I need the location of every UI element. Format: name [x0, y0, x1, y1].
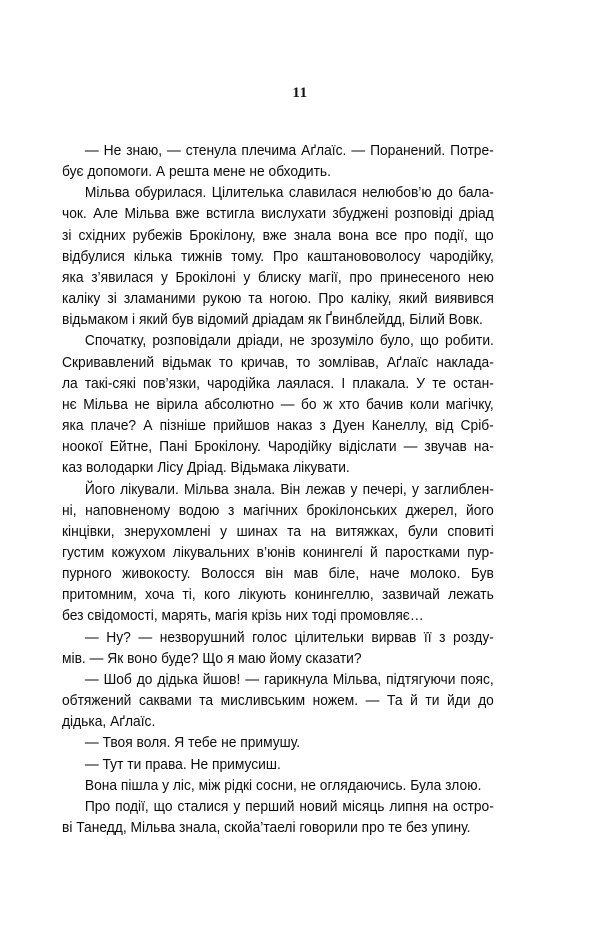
word: не [134, 395, 150, 413]
word: вирвав [371, 628, 417, 646]
word: незворушний [159, 628, 245, 646]
word: сталися [177, 797, 229, 815]
word: східних [78, 226, 126, 244]
word: брокілонських [306, 501, 398, 519]
word: то [296, 353, 311, 371]
word: сповиті [447, 522, 494, 540]
word: водою [178, 501, 220, 519]
word: з [319, 417, 326, 435]
word: хто [338, 395, 360, 413]
word: у [220, 522, 228, 540]
word: яка [62, 268, 84, 286]
word: живокосту. [122, 565, 191, 583]
word: лежать [448, 586, 494, 604]
word: про [349, 268, 373, 286]
word: він [265, 565, 284, 583]
text-line [62, 182, 494, 203]
word: заглиблен- [424, 480, 494, 498]
word: то [219, 353, 233, 371]
text-line [62, 373, 494, 394]
word: кілька [133, 247, 173, 265]
paragraph [62, 479, 494, 627]
word: рукою [202, 290, 242, 308]
word: наче [369, 565, 400, 583]
word: ноокої [62, 438, 103, 456]
word: Ейтне, [109, 438, 153, 456]
word: Скривавлений [62, 353, 155, 371]
word: на [432, 797, 449, 815]
word: кричав, [240, 353, 289, 371]
word: Чародійку [267, 438, 332, 456]
word: — [245, 670, 260, 688]
word: Брокілону, [189, 226, 256, 244]
paragraph [62, 330, 494, 478]
word: ножем. [312, 692, 359, 710]
word: про [404, 226, 428, 244]
word: Сріб- [460, 417, 494, 435]
word: зі [107, 290, 117, 308]
word: пурного [62, 565, 112, 583]
word: густим [62, 543, 105, 561]
word: було, [379, 332, 414, 350]
word: Але [93, 205, 119, 223]
word: Мільва [184, 480, 229, 498]
word: були [407, 522, 438, 540]
paragraph [62, 796, 494, 838]
word: цілительки [294, 628, 364, 646]
word: підтягуючи [386, 670, 456, 688]
word: ні, [62, 501, 77, 519]
word: джерел, [405, 501, 458, 519]
word: Цілителька [211, 184, 284, 202]
word: ногою. [269, 290, 312, 308]
word: Шоб [103, 670, 132, 688]
text-line [62, 246, 494, 267]
word: стенула [185, 142, 237, 159]
page-number: 11 [292, 85, 308, 101]
word: плечима [241, 142, 297, 159]
word: на [310, 522, 326, 540]
word: липня [389, 797, 428, 815]
word: до [478, 692, 494, 710]
word: притомним, [62, 586, 137, 604]
paragraph [62, 182, 494, 330]
text-line [62, 479, 494, 500]
word: зі [62, 226, 72, 244]
text-line [62, 627, 494, 648]
word: на- [473, 438, 494, 456]
word: Мільва [84, 184, 130, 202]
word: зламаними [123, 290, 196, 308]
word: знала [293, 226, 332, 244]
text-line [62, 796, 494, 817]
word: — [84, 628, 99, 646]
word: кожухом [111, 543, 166, 561]
word: — [138, 628, 153, 646]
word: Був [470, 565, 494, 583]
word: А [143, 417, 153, 435]
word: те [432, 374, 447, 392]
word: Волосся [200, 565, 255, 583]
word: блиску [257, 268, 302, 286]
text-line: — Твоя воля. Я тебе не примушу. [84, 734, 301, 752]
word: з [228, 501, 235, 519]
word: магічних [242, 501, 298, 519]
text-line [62, 669, 494, 690]
word: паростками [384, 543, 460, 561]
word: та [199, 692, 214, 710]
word: зазвичай [381, 586, 440, 604]
word: каліку, [350, 290, 392, 308]
word: Брокілону. [194, 438, 261, 456]
word: рубежів [132, 226, 183, 244]
word: лікують [238, 586, 287, 604]
word: наповненому [85, 501, 171, 519]
word: йди [447, 692, 471, 710]
paragraph [62, 140, 494, 182]
word: у [160, 268, 168, 286]
text-line: — Тут ти права. Не примусиш. [84, 755, 281, 773]
word: — [403, 438, 418, 456]
word: наклада- [436, 353, 494, 371]
word: обурилася. [134, 184, 207, 202]
word: нею [468, 268, 494, 286]
word: лежав [305, 480, 346, 498]
word: бала- [458, 184, 494, 202]
word: — [166, 142, 181, 159]
word: її [423, 628, 432, 646]
word: голос [252, 628, 288, 646]
word: плакала. [352, 374, 410, 392]
word: ла [62, 374, 78, 392]
word: тижнів [181, 247, 223, 265]
word: наказ [276, 417, 313, 435]
word: Він [280, 480, 301, 498]
word: бо [300, 395, 317, 413]
text-line [62, 584, 494, 605]
word: відіслати [338, 438, 397, 456]
word: пов’язки, [143, 374, 201, 392]
word: гарикнула [263, 670, 328, 688]
word: каштанововолосу [307, 247, 421, 265]
text-line [62, 521, 494, 542]
word: Поранений. [370, 142, 446, 159]
word: й [410, 692, 418, 710]
word: ти [425, 692, 440, 710]
word: коли [409, 395, 440, 413]
word: не [289, 332, 305, 350]
paragraph [62, 775, 494, 796]
word: збуджені [332, 205, 389, 223]
word: встигла [205, 205, 255, 223]
word: остро- [452, 797, 494, 815]
word: шинах [236, 522, 278, 540]
word: бачив [366, 395, 404, 413]
word: зрозуміло [310, 332, 374, 350]
word: у [233, 797, 241, 815]
word: до [136, 670, 153, 688]
word: мисливським [220, 692, 306, 710]
body-text-column [62, 140, 494, 838]
word: Потре- [450, 142, 494, 159]
word: який [398, 290, 428, 308]
word: Ну? [106, 628, 131, 646]
word: І [341, 374, 346, 392]
word: тому. [231, 247, 265, 265]
word: ті, [182, 586, 196, 604]
word: новий [299, 797, 338, 815]
word: прийшов [213, 417, 270, 435]
word: та [287, 522, 302, 540]
word: Мільва, [332, 670, 382, 688]
text-line [62, 415, 494, 436]
word: нелюбов’ю [362, 184, 432, 202]
word: — [280, 395, 295, 413]
word: Мільва [124, 205, 170, 223]
word: відбулися [62, 247, 125, 265]
word: славилася [288, 184, 357, 202]
word: знала. [233, 480, 276, 498]
word: Аґлаїс. [301, 142, 347, 159]
word: розду- [453, 628, 494, 646]
word: Про [84, 797, 111, 815]
word: події, [115, 797, 149, 815]
word: події, [434, 226, 468, 244]
word: лікували. [120, 480, 179, 498]
word: чародійку, [429, 247, 494, 265]
word: дріад [459, 205, 494, 223]
word: ж [323, 395, 333, 413]
word: абсолютно [204, 395, 275, 413]
text-line: ві Танедд, Мільва знала, скойа’таелі говорили про те без упину. [62, 819, 471, 836]
word: Аґлаїс [386, 353, 429, 371]
text-line [62, 140, 494, 161]
word: Спочатку, [84, 332, 147, 350]
word: знерухомлені [124, 522, 211, 540]
word: Не [103, 142, 122, 159]
word: Дуен [332, 417, 365, 435]
text-line: каз володарки Лісу Дріад. Відьмака лікувати. [62, 459, 350, 477]
word: У [416, 374, 426, 392]
word: яка [62, 417, 84, 435]
word: принесеного [379, 268, 461, 286]
word: відьмак [162, 353, 212, 371]
paragraph [62, 669, 494, 732]
paragraph [62, 732, 494, 753]
word: до [437, 184, 453, 202]
word: мав [293, 565, 319, 583]
word: перший [245, 797, 295, 815]
word: пізніше [159, 417, 206, 435]
word: та [248, 290, 263, 308]
word: такі-сякі [84, 374, 136, 392]
word: каліку [62, 290, 101, 308]
word: у [411, 480, 419, 498]
word: печері, [362, 480, 407, 498]
word: від [434, 417, 454, 435]
text-line [62, 203, 494, 224]
word: знаю, [126, 142, 163, 159]
word: Про [272, 247, 299, 265]
word: розповіді [394, 205, 453, 223]
word: витяжках, [335, 522, 399, 540]
word: дріади, [237, 332, 284, 350]
word: магічку, [445, 395, 494, 413]
word: обтяжений [62, 692, 132, 710]
word: — [365, 692, 380, 710]
word: — [351, 142, 366, 159]
text-line [62, 563, 494, 584]
word: звучав [424, 438, 467, 456]
word: конингелі [302, 543, 363, 561]
word: кого [203, 586, 231, 604]
word: його [466, 501, 494, 519]
word: плаче? [90, 417, 137, 435]
word: — [84, 142, 99, 159]
word: зомлівав, [318, 353, 379, 371]
text-line [62, 288, 494, 309]
word: молоко. [409, 565, 461, 583]
text-line [62, 394, 494, 415]
text-line: бує допомоги. А решта мене не обходить. [62, 163, 331, 181]
text-line [62, 267, 494, 288]
word: в’юнів [256, 543, 296, 561]
word: у [350, 480, 358, 498]
word: Про [318, 290, 344, 308]
word: пур- [467, 543, 494, 561]
word: Канеллу, [371, 417, 428, 435]
word: у [243, 268, 251, 286]
word: хоча [145, 586, 175, 604]
word: з’явилася [91, 268, 154, 286]
text-line: мів. — Як воно буде? Що я маю йому сказати? [62, 649, 362, 667]
word: що [419, 332, 439, 350]
word: вона [338, 226, 369, 244]
word: Та [387, 692, 403, 710]
word: Його [84, 480, 115, 498]
word: вислухати [260, 205, 327, 223]
word: конингеллю, [294, 586, 374, 604]
word: дідька [157, 670, 198, 688]
word: що [474, 226, 494, 244]
word: з [439, 628, 446, 646]
text-line [62, 225, 494, 246]
text-line: дідька, Аґлаїс. [62, 713, 156, 731]
word: йшов! [202, 670, 241, 688]
text-line [62, 436, 494, 457]
word: вже [175, 205, 200, 223]
paragraph [62, 754, 494, 775]
word: лаялася. [277, 374, 335, 392]
word: й [369, 543, 378, 561]
word: розповідали [152, 332, 231, 350]
word: виявився [434, 290, 494, 308]
word: Брокілоні [175, 268, 236, 286]
word: вірила [156, 395, 198, 413]
text-line [62, 500, 494, 521]
word: остан- [453, 374, 494, 392]
text-line [62, 542, 494, 563]
word: біле, [328, 565, 360, 583]
word: магії, [308, 268, 342, 286]
text-line [62, 330, 494, 351]
word: Мільва [83, 395, 128, 413]
word: робити. [445, 332, 494, 350]
text-line [62, 352, 494, 373]
text-line [62, 690, 494, 711]
word: що [153, 797, 173, 815]
word: Пані [159, 438, 188, 456]
word: чародійка [207, 374, 270, 392]
word: пояс, [460, 670, 494, 688]
word: — [84, 670, 99, 688]
word: лікувальних [172, 543, 250, 561]
word: чок. [62, 205, 87, 223]
text-line: відьмаком і який був відомий дріадам як Ґвинблейдд, Білий Вовк. [62, 311, 483, 329]
word: все [375, 226, 398, 244]
paragraph [62, 627, 494, 669]
word: нє [62, 395, 77, 413]
text-line: Вона пішла у ліс, між рідкі сосни, не оглядаючись. Була злою. [84, 776, 482, 794]
word: місяць [342, 797, 385, 815]
word: саквами [138, 692, 192, 710]
word: кінцівки, [62, 522, 115, 540]
word: вже [262, 226, 287, 244]
text-line: без свідомості, марять, магія крізь них тоді промовляє… [62, 607, 424, 625]
